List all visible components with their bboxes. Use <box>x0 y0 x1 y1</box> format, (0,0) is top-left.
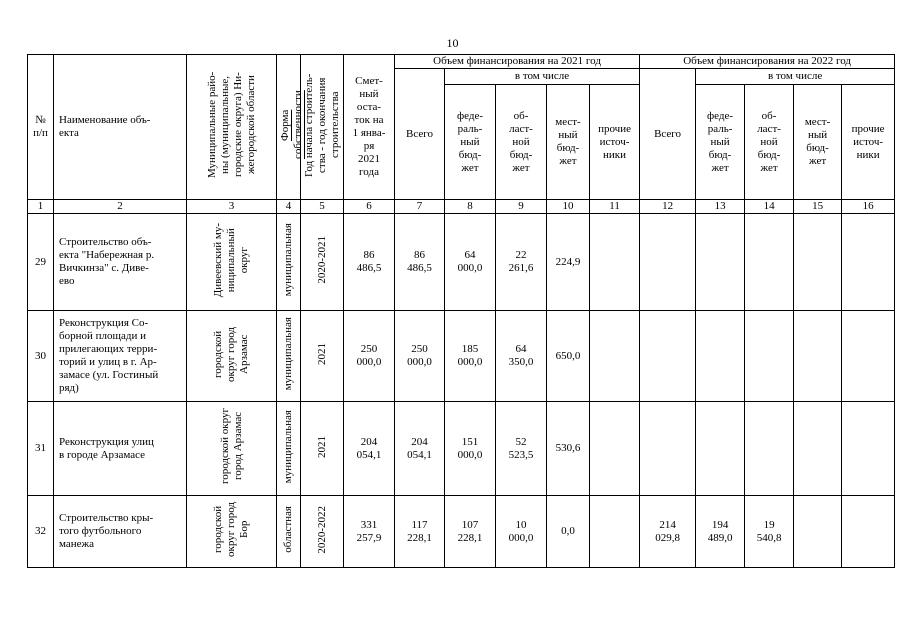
row-ownership: муниципальная <box>277 214 301 311</box>
row-federal-2022: 194 489,0 <box>696 496 745 568</box>
row-name: Строительство кры- того футбольного манежа <box>54 496 187 568</box>
row-ownership: муниципальная <box>277 402 301 496</box>
column-number: 11 <box>590 200 640 214</box>
row-ownership: муниципальная <box>277 311 301 402</box>
row-other-2021 <box>590 311 640 402</box>
column-number: 4 <box>277 200 301 214</box>
row-num: 29 <box>28 214 54 311</box>
row-other-2021 <box>590 402 640 496</box>
row-name: Реконструкция улиц в городе Арзамасе <box>54 402 187 496</box>
row-name: Строительство объ- екта "Набережная р. Вичкинза" с. Диве- ево <box>54 214 187 311</box>
column-number: 1 <box>28 200 54 214</box>
column-number: 7 <box>395 200 445 214</box>
row-local-2022 <box>794 402 842 496</box>
row-federal-2021: 64 000,0 <box>445 214 496 311</box>
row-other-2021 <box>590 214 640 311</box>
table-row <box>28 496 895 568</box>
column-number: 6 <box>344 200 395 214</box>
table-row <box>28 402 895 496</box>
row-other-2022 <box>842 496 895 568</box>
header-total-2021: Всего <box>395 69 445 200</box>
header-regional-2022: об- ласт- ной бюд- жет <box>745 85 794 200</box>
column-number: 8 <box>445 200 496 214</box>
row-district: Дивеевский му- ниципальный округ <box>187 214 277 311</box>
row-district: городской округ город Арзамас <box>187 402 277 496</box>
row-total-2021: 204 054,1 <box>395 402 445 496</box>
row-local-2021: 650,0 <box>547 311 590 402</box>
row-remaining: 331 257,9 <box>344 496 395 568</box>
header-federal-2021: феде- раль- ный бюд- жет <box>445 85 496 200</box>
row-total-2022 <box>640 311 696 402</box>
row-regional-2021: 64 350,0 <box>496 311 547 402</box>
row-local-2021: 224,9 <box>547 214 590 311</box>
table-row <box>28 214 895 311</box>
column-number: 13 <box>696 200 745 214</box>
header-including-2021: в том числе <box>445 69 640 85</box>
header-fin2022: Объем финансирования на 2022 год <box>640 55 895 69</box>
header-other-2021: прочие источ- ники <box>590 85 640 200</box>
row-regional-2021: 10 000,0 <box>496 496 547 568</box>
column-number: 15 <box>794 200 842 214</box>
column-number: 2 <box>54 200 187 214</box>
row-total-2021: 86 486,5 <box>395 214 445 311</box>
row-num: 30 <box>28 311 54 402</box>
header-local-2021: мест- ный бюд- жет <box>547 85 590 200</box>
row-local-2021: 530,6 <box>547 402 590 496</box>
row-district: городской округ город Арзамас <box>187 311 277 402</box>
row-name: Реконструкция Со- борной площади и прилегающих терри- торий и улиц в г. Ар- замасе (ул. Гостиный ряд) <box>54 311 187 402</box>
row-total-2021: 117 228,1 <box>395 496 445 568</box>
row-regional-2022 <box>745 402 794 496</box>
header-local-2022: мест- ный бюд- жет <box>794 85 842 200</box>
header-fin2021: Объем финансирования на 2021 год <box>395 55 640 69</box>
row-years: 2020-2022 <box>301 496 344 568</box>
header-federal-2022: феде- раль- ный бюд- жет <box>696 85 745 200</box>
row-local-2022 <box>794 496 842 568</box>
row-years: 2020-2021 <box>301 214 344 311</box>
column-number: 3 <box>187 200 277 214</box>
header-name: Наименование объ- екта <box>54 55 187 200</box>
header-other-2022: прочие источ- ники <box>842 85 895 200</box>
row-federal-2022 <box>696 402 745 496</box>
column-number: 16 <box>842 200 895 214</box>
row-regional-2021: 22 261,6 <box>496 214 547 311</box>
row-remaining: 86 486,5 <box>344 214 395 311</box>
header-including-2022: в том числе <box>696 69 895 85</box>
header-ownership: Форма собственности <box>277 55 301 200</box>
row-other-2022 <box>842 214 895 311</box>
row-federal-2022 <box>696 311 745 402</box>
row-regional-2022 <box>745 311 794 402</box>
header-regional-2021: об- ласт- ной бюд- жет <box>496 85 547 200</box>
row-num: 31 <box>28 402 54 496</box>
column-number: 10 <box>547 200 590 214</box>
row-local-2021: 0,0 <box>547 496 590 568</box>
column-number: 14 <box>745 200 794 214</box>
row-other-2022 <box>842 402 895 496</box>
header-num: № п/п <box>28 55 54 200</box>
column-number: 9 <box>496 200 547 214</box>
row-remaining: 204 054,1 <box>344 402 395 496</box>
header-total-2022: Всего <box>640 69 696 200</box>
row-num: 32 <box>28 496 54 568</box>
row-local-2022 <box>794 214 842 311</box>
row-years: 2021 <box>301 402 344 496</box>
row-total-2021: 250 000,0 <box>395 311 445 402</box>
row-federal-2021: 151 000,0 <box>445 402 496 496</box>
row-district: городской округ город Бор <box>187 496 277 568</box>
row-remaining: 250 000,0 <box>344 311 395 402</box>
row-total-2022 <box>640 402 696 496</box>
column-number: 5 <box>301 200 344 214</box>
row-other-2022 <box>842 311 895 402</box>
row-federal-2021: 185 000,0 <box>445 311 496 402</box>
row-regional-2022: 19 540,8 <box>745 496 794 568</box>
row-local-2022 <box>794 311 842 402</box>
row-years: 2021 <box>301 311 344 402</box>
column-number: 12 <box>640 200 696 214</box>
header-years: Год начала строитель- ства - год окончания строительства <box>301 55 344 200</box>
row-federal-2022 <box>696 214 745 311</box>
header-district: Муниципальные райо- ны (муниципальные, городские округа) Ни- жегородской области <box>187 55 277 200</box>
row-total-2022 <box>640 214 696 311</box>
row-regional-2022 <box>745 214 794 311</box>
row-regional-2021: 52 523,5 <box>496 402 547 496</box>
table-row <box>28 311 895 402</box>
header-remaining: Смет- ный оста- ток на 1 янва- ря 2021 года <box>344 55 395 200</box>
row-ownership: областная <box>277 496 301 568</box>
row-other-2021 <box>590 496 640 568</box>
page-number: 10 <box>446 36 459 50</box>
financing-table <box>27 54 895 568</box>
row-federal-2021: 107 228,1 <box>445 496 496 568</box>
row-total-2022: 214 029,8 <box>640 496 696 568</box>
column-number-row <box>28 200 895 214</box>
